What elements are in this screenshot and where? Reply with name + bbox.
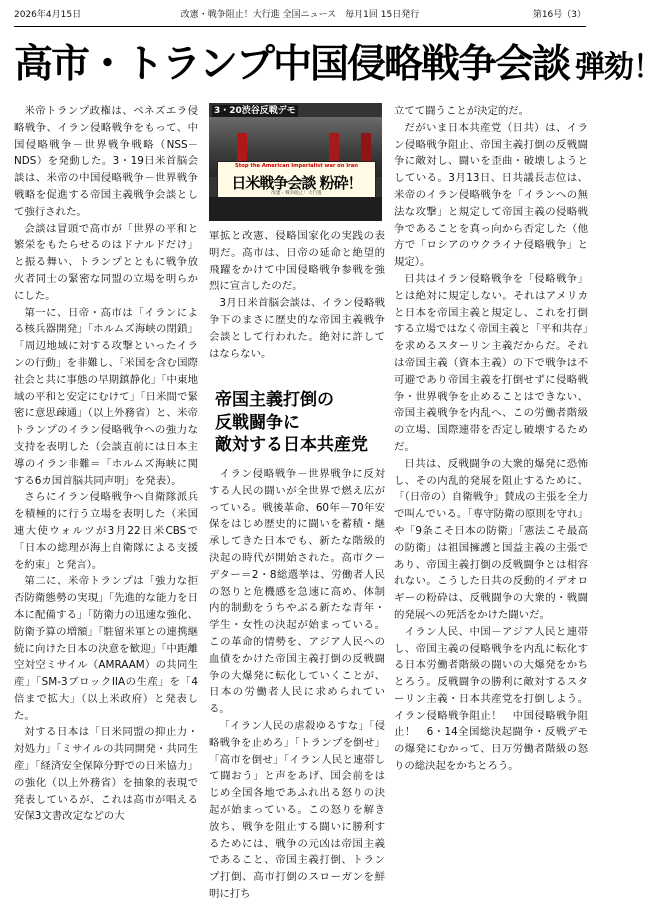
paragraph: 「イラン人民の虐殺ゆるすな」「侵略戦争を止めろ」「トランプを倒せ」「高市を倒せ」「イラン人民と連帯して闘おう」と声をあげ、国会前をはじめ全国各地であふれ出る怒りの決起が始まっている。この怒りを解き放ち、戦争を阻止する闘いに勝利するためには、戦争の元凶は帝国主義であること、帝国主義打倒、トランプ打倒、高市打倒のスローガンを鮮明に打ち [209, 719, 385, 900]
paragraph: 会談は冒頭で高市が「世界の平和と繁栄をもたらせるのはドナルドだけ」と振る舞い、トランプとともに戦争放火者同士の緊密な同盟の立場を明らかにした。 [14, 222, 198, 302]
page-header [14, 8, 586, 22]
paragraph: 米帝トランプ政権は、ベネズエラ侵略戦争、イラン侵略戦争をもって、中国侵略戦争－世界戦争戦略（NSS－NDS）を発動した。3・19日米首脳会談は、米帝の中国侵略戦争－世界戦争戦略を促進する帝国主義戦争会談として強行された。 [14, 105, 198, 218]
paragraph: イラン侵略戦争－世界戦争に反対する人民の闘いが全世界で燃え広がっている。戦後革命、60年－70年安保をはじめ歴史的に闘いを蓄積・継承してきた日本でも、新たな階級的決起の時代が開始された。高市クーデター＝2・8総選挙は、労働者人民の怒りと危機感を急速に高め、体制内的制動をうちやぶる新たな青年・学生・女性の決起が始まっている。この革命的情勢を、アジア人民への血債をかけた帝国主義打倒の反戦闘争の大爆発に転化していくことが、日本の労働者人民に求められている。 [209, 468, 385, 716]
paragraph: 日共は、反戦闘争の大衆的爆発に恐怖し、その内乱的発展を阻止するために、「（日帝の）自衛戦争」賛成の主張を全力で叫んでいる。「専守防衛の原則を守れ」や「9条こそ日本の防衛」「憲法こそ最高の防衛」は祖国擁護と国益主義の主張であり、帝国主義打倒の反戦闘争とは相容れない。こうした日共の反動的イデオロギーの粉砕は、反戦闘争の大衆的・戦闘的発展への死活をかけた闘いだ。 [394, 457, 588, 621]
paragraph: イラン人民、中国－アジア人民と連帯し、帝国主義の侵略戦争を内乱に転化する日本労働者階級の闘いの大爆発をかちとろう。反戦闘争の勝利に敵対するスターリン主義・日本共産党を打倒しよう。イラン侵略戦争阻止！ 中国侵略戦争阻止！ 6・14全国総決起闘争・反戦デモの爆発にむかって、日万労働者階級の怒りの総決起をかちとろう。 [394, 625, 588, 773]
banner-english: Stop the American Imperialist war on Iran [235, 163, 358, 169]
article-column-3 [394, 103, 588, 839]
demo-photo [209, 103, 382, 221]
section-subheading [215, 389, 385, 457]
photo-people [209, 197, 382, 221]
banner-organization: 改憲・戦争阻止！大行進 [271, 191, 322, 196]
paragraph: 立てて闘うことが決定的だ。 [394, 105, 530, 117]
paragraph: 日共はイラン侵略戦争を「侵略戦争」とは絶対に規定しない。それはアメリカと日本を帝国主義と規定し、これを打倒する立場ではなく帝国主義と「平和共存」を求めるスターリン主義だからだ。それは帝国主義（資本主義）の下で戦争は不可避であり帝国主義を打倒せずに侵略戦争・世界戦争を止めることはできない、帝国主義戦争を内乱へ、この労働者階級の立場、国際連帯を否定し破壊するためだ。 [394, 272, 588, 453]
paragraph: 第一に、日帝・高市は「イランによる核兵器開発」「ホルムズ海峡の閉鎖」「周辺地域に対する攻撃といったイランの行動」を非難し、「米国を含む国際社会と共に事態の早期鎮静化」「中東地域の平和と安定にむけて」「日米間で緊密に意思疎通」（以上外務省）と、米帝トランプのイラン侵略戦争への強力な支持を表明した（会談直前には日本主導のイラン非難＝「ホルムズ海峡に関する6カ国首脳共同声明」を発表）。 [14, 306, 198, 487]
article-column-2-bottom [209, 466, 385, 900]
subheading-line: 敵対する日本共産党 [215, 435, 368, 455]
article-column-1 [14, 103, 198, 839]
paragraph: 3月日米首脳会談は、イラン侵略戦争下のまさに歴史的な帝国主義戦争会談として行われた。絶対に許してはならない。 [209, 297, 385, 360]
banner-slogan: 日米戦争会談 粉砕！ [231, 174, 362, 192]
headline-main: 高市・トランプ中国侵略戦争会談 [14, 42, 570, 87]
headline [14, 36, 662, 94]
photo-sign [361, 133, 371, 161]
issue-date: 2026年4月15日 [14, 10, 82, 20]
paragraph: 第二に、米帝トランプは「強力な拒否防衛態勢の実現」「先進的な能力を日本に配備する」「防衛力の迅速な強化、防衛予算の増額」「駐留米軍との連携継続に向けた日本の決意を歓迎」「中距離空対空ミサイル（AMRAAM）の共同生産」「SM-3ブロックIIAの生産」を「4倍まで拡大」（以上米政府）と発表した。 [14, 575, 198, 722]
subheading-line: 帝国主義打倒の [215, 390, 334, 410]
article-column-2-top [209, 228, 385, 384]
subheading-line: 反戦闘争に [215, 412, 300, 433]
photo-sign [237, 133, 247, 161]
paragraph: だがいま日本共産党（日共）は、イラン侵略戦争阻止、帝国主義打倒の反戦闘争に敵対し、闘いを歪曲・破壊しようとしている。3月13日、日共議長志位は、米帝のイラン侵略戦争を「イランへの無法な攻撃」と規定して帝国主義の侵略戦争であることを真っ向から否定した（他方で「ロシアのウクライナ侵略戦争」と規定）。 [394, 121, 588, 269]
paragraph: 軍拡と改憲、侵略国家化の実践の表明だ。高市は、日帝の延命と絶望的飛躍をかけて中国侵略戦争参戦を強烈に宣言したのだ。 [209, 230, 385, 293]
paragraph: さらにイラン侵略戦争へ自衛隊派兵を積極的に行う立場を表明した（米国連大使ウォルツが3月22日米CBSで「日本の総理が海上自衛隊による支援を約束」と発言）。 [14, 491, 198, 571]
header-rule [14, 26, 586, 27]
paragraph: 対する日本は「日米同盟の抑止力・対処力」「ミサイルの共同開発・共同生産」「経済安全保障分野での日米協力」の強化（以上外務省）を抽象的表現で発表しているが、これは高市が唱える安保3文書改定などの大 [14, 726, 198, 823]
headline-sub: 弾劾！ [575, 50, 662, 85]
photo-banner [217, 161, 376, 199]
newspaper-title: 改憲・戦争阻止！大行進 全国ニュース 毎月1回 15日発行 [180, 10, 420, 20]
photo-sign [329, 133, 339, 161]
photo-caption: 3・20渋谷反戦デモ [214, 106, 296, 116]
issue-number: 第16号（3） [532, 10, 586, 20]
